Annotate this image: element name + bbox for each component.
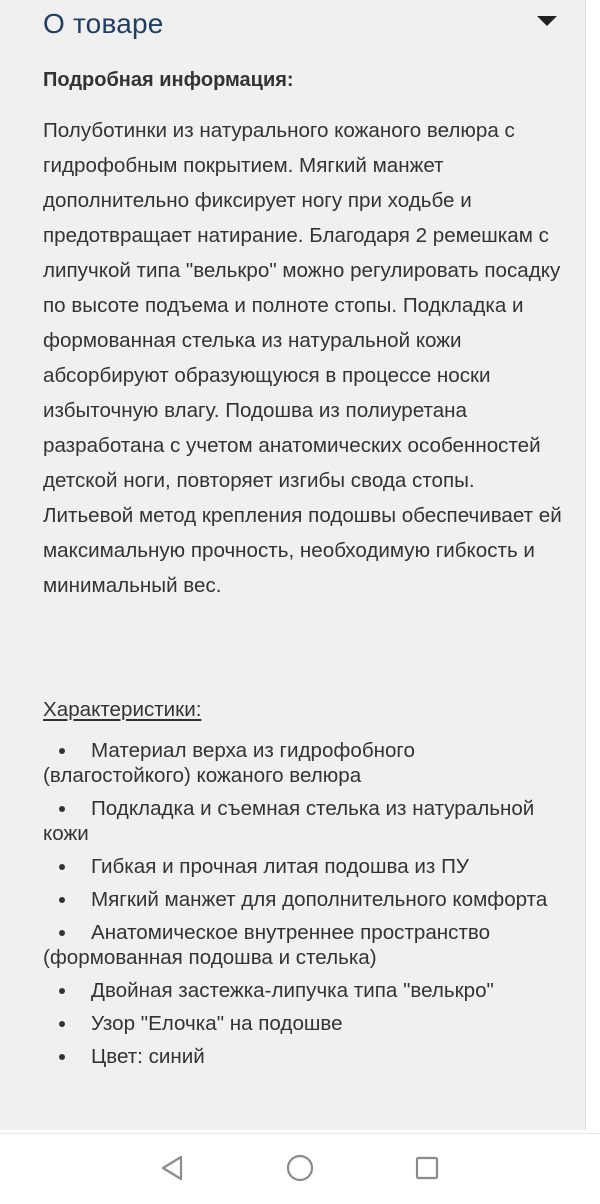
bullet-icon: [59, 748, 65, 754]
details-heading: Подробная информация:: [43, 69, 294, 91]
spec-item: [43, 854, 568, 879]
spec-item-text: Мягкий манжет для дополнительного комфорта: [91, 888, 548, 911]
bullet-icon: [59, 988, 65, 994]
spec-item-text: Анатомическое внутреннее пространство (формованная подошва и стелька): [43, 921, 491, 969]
back-triangle-icon[interactable]: [152, 1148, 192, 1188]
bullet-icon: [59, 897, 65, 903]
system-navigation-bar: [0, 1133, 600, 1204]
recents-square-icon[interactable]: [407, 1148, 447, 1188]
home-circle-icon[interactable]: [280, 1148, 320, 1188]
bullet-icon: [59, 1021, 65, 1027]
bullet-icon: [59, 1054, 65, 1060]
spec-item: [43, 1011, 568, 1036]
spec-item-text: Цвет: синий: [91, 1045, 205, 1068]
section-header[interactable]: [0, 0, 585, 48]
bullet-icon: [59, 930, 65, 936]
spec-item: [43, 796, 568, 846]
spec-item: [43, 920, 568, 970]
spec-item: [43, 887, 568, 912]
spec-item-text: Подкладка и съемная стелька из натуральной кожи: [43, 797, 535, 845]
spec-item-text: Материал верха из гидрофобного (влагостойкого) кожаного велюра: [43, 739, 415, 787]
spec-item-text: Гибкая и прочная литая подошва из ПУ: [91, 855, 469, 878]
spec-list: [43, 738, 568, 1077]
spec-item: [43, 978, 568, 1003]
spec-item: [43, 738, 568, 788]
bullet-icon: [59, 864, 65, 870]
product-description: Полуботинки из натурального кожаного велюра с гидрофобным покрытием. Мягкий манжет дополнительно фиксирует ногу при ходьбе и предотвращает натирание. Благодаря 2 ремешкам с липучкой типа "велькро" можно регулировать посадку по высоте подъема и полноте стопы. Подкладка и формованная стелька из натуральной кожи абсорбируют образующуюся в процессе носки избыточную влагу. Подошва из полиуретана разработана с учетом анатомических особенностей детской ноги, повторяет изгибы свода стопы. Литьевой метод крепления подошвы обеспечивает ей максимальную прочность, необходимую гибкость и минимальный вес.: [43, 119, 562, 597]
chevron-down-icon[interactable]: [530, 6, 564, 36]
spec-item: [43, 1044, 568, 1069]
section-title: О товаре: [43, 8, 164, 39]
bullet-icon: [59, 806, 65, 812]
specs-heading: Характеристики:: [43, 698, 202, 721]
spec-item-text: Узор "Елочка" на подошве: [91, 1012, 343, 1035]
spec-item-text: Двойная застежка-липучка типа "велькро": [91, 979, 494, 1002]
